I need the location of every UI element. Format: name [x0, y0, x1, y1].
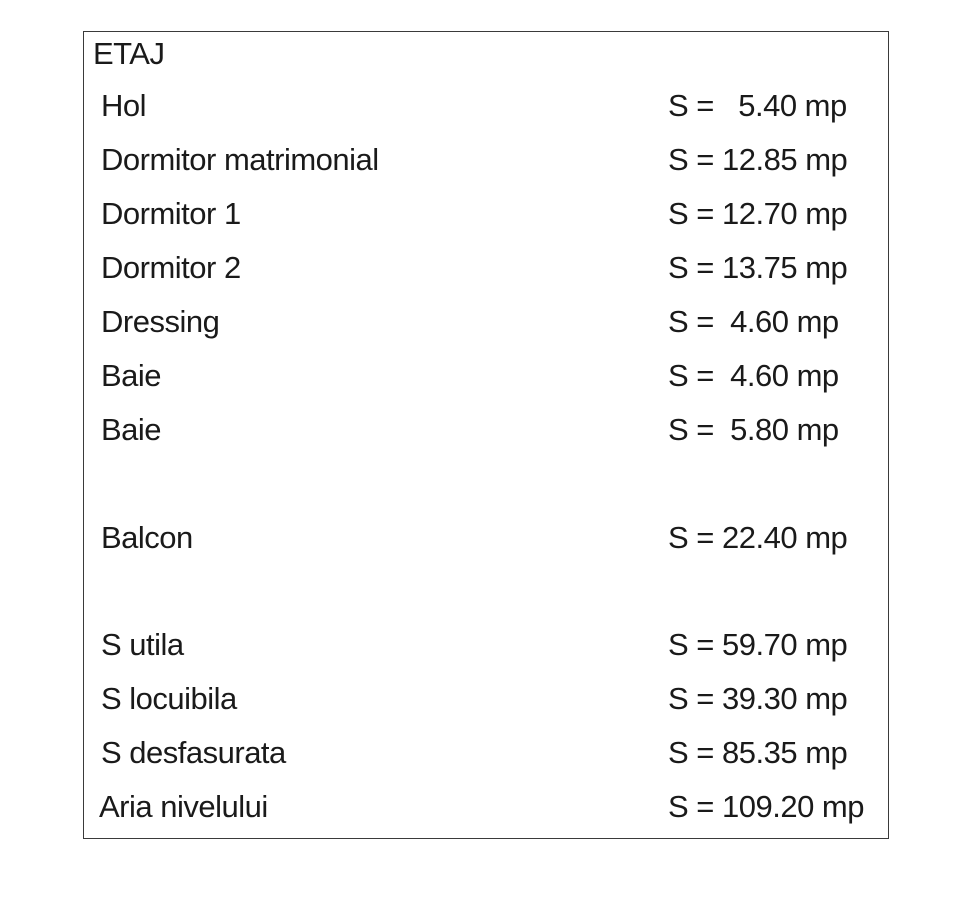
room-area: S = 22.40 mp: [668, 520, 848, 555]
room-area: S = 12.85 mp: [668, 142, 848, 177]
summary-label: S utila: [101, 627, 184, 662]
room-area: S = 12.70 mp: [668, 196, 848, 231]
room-area: S = 4.60 mp: [668, 358, 839, 393]
room-area: S = 5.40 mp: [668, 88, 847, 123]
room-name: Hol: [101, 88, 147, 123]
summary-value: S = 59.70 mp: [668, 627, 848, 662]
room-name: Baie: [101, 412, 162, 447]
summary-value: S = 39.30 mp: [668, 681, 848, 716]
area-row: [0, 248, 971, 288]
summary-label: Aria nivelului: [99, 789, 268, 824]
summary-label: S desfasurata: [101, 735, 286, 770]
area-row: [0, 410, 971, 450]
room-name: Dressing: [101, 304, 220, 339]
room-name: Dormitor 2: [101, 250, 241, 285]
area-row: [0, 356, 971, 396]
area-row: [0, 194, 971, 234]
room-area: S = 13.75 mp: [668, 250, 848, 285]
room-name: Dormitor matrimonial: [101, 142, 379, 177]
summary-label: S locuibila: [101, 681, 237, 716]
summary-value: S = 85.35 mp: [668, 735, 848, 770]
summary-row: [0, 625, 971, 665]
floor-heading: ETAJ: [93, 36, 165, 71]
summary-value: S = 109.20 mp: [668, 789, 864, 824]
area-row-balcony: [0, 518, 971, 558]
area-row: [0, 140, 971, 180]
room-name: Balcon: [101, 520, 193, 555]
room-area: S = 5.80 mp: [668, 412, 839, 447]
room-area: S = 4.60 mp: [668, 304, 839, 339]
summary-row: [0, 679, 971, 719]
area-row: [0, 302, 971, 342]
summary-row-total: [0, 787, 971, 827]
room-name: Baie: [101, 358, 162, 393]
room-name: Dormitor 1: [101, 196, 241, 231]
area-row: [0, 86, 971, 126]
summary-row: [0, 733, 971, 773]
